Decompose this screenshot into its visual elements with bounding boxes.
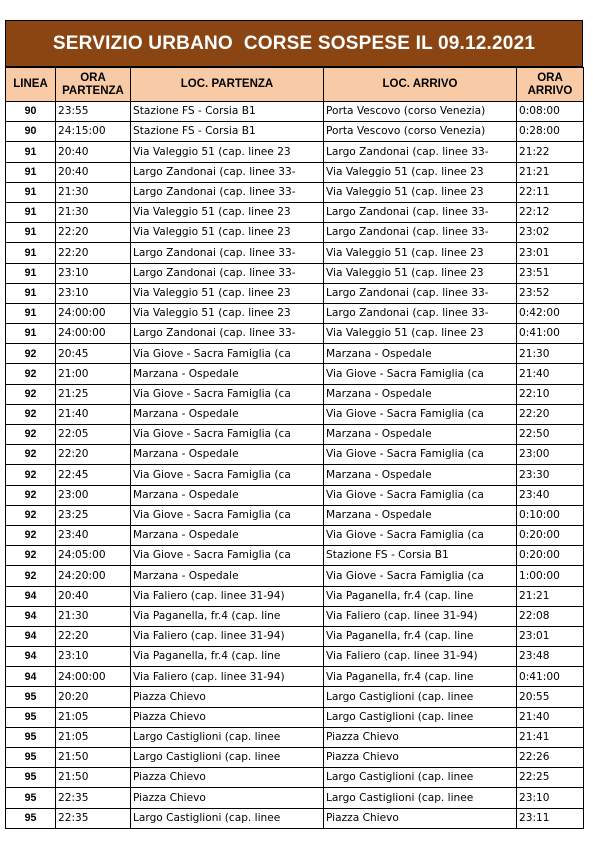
cell-ora-arrivo: 23:10 — [517, 788, 584, 808]
cell-loc-partenza: Stazione FS - Corsia B1 — [131, 102, 324, 122]
cell-ora-arrivo: 22:26 — [517, 748, 584, 768]
cell-ora-arrivo: 21:21 — [517, 162, 584, 182]
cell-linea: 91 — [6, 324, 56, 344]
table-row — [6, 626, 584, 646]
cell-linea: 91 — [6, 142, 56, 162]
cell-loc-arrivo: Marzana - Ospedale — [324, 425, 517, 445]
cell-ora-partenza: 24:00:00 — [56, 303, 131, 323]
cell-loc-partenza: Largo Zandonai (cap. linee 33- — [131, 182, 324, 202]
cell-ora-partenza: 20:40 — [56, 162, 131, 182]
cell-ora-partenza: 23:40 — [56, 525, 131, 545]
cell-linea: 91 — [6, 303, 56, 323]
cell-ora-arrivo: 0:41:00 — [517, 324, 584, 344]
cell-ora-arrivo: 0:20:00 — [517, 546, 584, 566]
cell-linea: 91 — [6, 202, 56, 222]
cell-ora-arrivo: 23:51 — [517, 263, 584, 283]
cell-ora-arrivo: 23:01 — [517, 243, 584, 263]
cell-ora-partenza: 21:30 — [56, 202, 131, 222]
cell-loc-partenza: Largo Castiglioni (cap. linee — [131, 727, 324, 747]
cell-linea: 94 — [6, 586, 56, 606]
table-row — [6, 283, 584, 303]
header-loc-arrivo: LOC. ARRIVO — [324, 68, 517, 102]
cell-loc-arrivo: Via Giove - Sacra Famiglia (ca — [324, 445, 517, 465]
table-header-row — [6, 68, 584, 102]
table-row — [6, 647, 584, 667]
cell-ora-arrivo: 22:50 — [517, 425, 584, 445]
cell-linea: 94 — [6, 606, 56, 626]
cell-linea: 90 — [6, 122, 56, 142]
schedule-sheet — [5, 20, 583, 829]
cell-linea: 95 — [6, 788, 56, 808]
cell-loc-arrivo: Largo Castiglioni (cap. linee — [324, 788, 517, 808]
cell-loc-partenza: Via Valeggio 51 (cap. linee 23 — [131, 202, 324, 222]
cell-ora-arrivo: 0:08:00 — [517, 102, 584, 122]
cell-ora-arrivo: 1:00:00 — [517, 566, 584, 586]
cell-ora-partenza: 21:05 — [56, 707, 131, 727]
cell-ora-partenza: 20:20 — [56, 687, 131, 707]
table-row — [6, 425, 584, 445]
cell-ora-arrivo: 21:40 — [517, 707, 584, 727]
cell-linea: 92 — [6, 546, 56, 566]
cell-loc-partenza: Marzana - Ospedale — [131, 566, 324, 586]
cell-ora-partenza: 24:20:00 — [56, 566, 131, 586]
cell-linea: 91 — [6, 283, 56, 303]
cell-ora-partenza: 22:35 — [56, 788, 131, 808]
cell-loc-partenza: Marzana - Ospedale — [131, 485, 324, 505]
cell-ora-partenza: 21:50 — [56, 748, 131, 768]
cell-loc-partenza: Piazza Chievo — [131, 788, 324, 808]
cell-linea: 92 — [6, 384, 56, 404]
table-row — [6, 162, 584, 182]
cell-loc-arrivo: Via Giove - Sacra Famiglia (ca — [324, 525, 517, 545]
table-row — [6, 727, 584, 747]
cell-ora-arrivo: 22:12 — [517, 202, 584, 222]
table-row — [6, 243, 584, 263]
cell-loc-partenza: Largo Zandonai (cap. linee 33- — [131, 324, 324, 344]
cell-loc-arrivo: Via Faliero (cap. linee 31-94) — [324, 647, 517, 667]
cell-ora-arrivo: 23:01 — [517, 626, 584, 646]
cell-ora-partenza: 24:05:00 — [56, 546, 131, 566]
table-row — [6, 384, 584, 404]
cell-loc-partenza: Via Paganella, fr.4 (cap. line — [131, 606, 324, 626]
cell-ora-partenza: 22:20 — [56, 445, 131, 465]
table-row — [6, 445, 584, 465]
cell-loc-arrivo: Marzana - Ospedale — [324, 344, 517, 364]
cell-loc-partenza: Largo Zandonai (cap. linee 33- — [131, 162, 324, 182]
cell-ora-partenza: 21:40 — [56, 404, 131, 424]
table-row — [6, 465, 584, 485]
cell-loc-arrivo: Via Valeggio 51 (cap. linee 23 — [324, 162, 517, 182]
table-row — [6, 263, 584, 283]
cell-linea: 91 — [6, 223, 56, 243]
cell-loc-partenza: Marzana - Ospedale — [131, 364, 324, 384]
cell-ora-arrivo: 0:42:00 — [517, 303, 584, 323]
page-title: SERVIZIO URBANO CORSE SOSPESE IL 09.12.2021 — [5, 20, 583, 67]
cell-loc-arrivo: Largo Zandonai (cap. linee 33- — [324, 223, 517, 243]
cell-loc-partenza: Via Giove - Sacra Famiglia (ca — [131, 546, 324, 566]
cell-loc-arrivo: Marzana - Ospedale — [324, 384, 517, 404]
cell-linea: 90 — [6, 102, 56, 122]
table-row — [6, 586, 584, 606]
cell-ora-partenza: 22:20 — [56, 223, 131, 243]
cell-ora-partenza: 21:25 — [56, 384, 131, 404]
cell-ora-partenza: 23:10 — [56, 647, 131, 667]
cell-ora-partenza: 23:00 — [56, 485, 131, 505]
cell-ora-arrivo: 21:41 — [517, 727, 584, 747]
cell-linea: 95 — [6, 727, 56, 747]
cell-ora-arrivo: 21:22 — [517, 142, 584, 162]
header-ora-partenza: ORA PARTENZA — [56, 68, 131, 102]
cell-loc-partenza: Via Valeggio 51 (cap. linee 23 — [131, 283, 324, 303]
cell-linea: 94 — [6, 626, 56, 646]
table-row — [6, 566, 584, 586]
cell-ora-arrivo: 0:20:00 — [517, 525, 584, 545]
cell-ora-partenza: 22:35 — [56, 808, 131, 828]
cell-loc-partenza: Largo Zandonai (cap. linee 33- — [131, 263, 324, 283]
cell-ora-partenza: 21:50 — [56, 768, 131, 788]
cell-linea: 92 — [6, 525, 56, 545]
cell-loc-arrivo: Via Valeggio 51 (cap. linee 23 — [324, 324, 517, 344]
cell-loc-arrivo: Piazza Chievo — [324, 808, 517, 828]
cell-linea: 94 — [6, 667, 56, 687]
cell-ora-partenza: 24:00:00 — [56, 667, 131, 687]
cell-loc-arrivo: Largo Zandonai (cap. linee 33- — [324, 303, 517, 323]
cell-linea: 91 — [6, 162, 56, 182]
cell-linea: 92 — [6, 465, 56, 485]
table-body — [6, 102, 584, 829]
cell-ora-partenza: 23:10 — [56, 263, 131, 283]
cell-ora-partenza: 24:15:00 — [56, 122, 131, 142]
cell-ora-partenza: 21:30 — [56, 606, 131, 626]
cell-linea: 92 — [6, 445, 56, 465]
table-row — [6, 768, 584, 788]
cell-loc-partenza: Via Paganella, fr.4 (cap. line — [131, 647, 324, 667]
table-row — [6, 707, 584, 727]
table-row — [6, 687, 584, 707]
cell-linea: 95 — [6, 768, 56, 788]
cell-ora-partenza: 22:20 — [56, 243, 131, 263]
cell-ora-arrivo: 21:21 — [517, 586, 584, 606]
cell-linea: 92 — [6, 485, 56, 505]
cell-loc-arrivo: Via Valeggio 51 (cap. linee 23 — [324, 182, 517, 202]
table-row — [6, 404, 584, 424]
table-row — [6, 142, 584, 162]
cell-ora-arrivo: 0:10:00 — [517, 505, 584, 525]
cell-ora-arrivo: 22:25 — [517, 768, 584, 788]
cell-linea: 92 — [6, 344, 56, 364]
cell-ora-partenza: 20:40 — [56, 142, 131, 162]
cell-loc-arrivo: Via Giove - Sacra Famiglia (ca — [324, 566, 517, 586]
cell-loc-partenza: Via Giove - Sacra Famiglia (ca — [131, 465, 324, 485]
table-row — [6, 788, 584, 808]
cell-loc-partenza: Via Faliero (cap. linee 31-94) — [131, 667, 324, 687]
cell-loc-partenza: Via Valeggio 51 (cap. linee 23 — [131, 223, 324, 243]
cell-ora-arrivo: 22:08 — [517, 606, 584, 626]
table-row — [6, 303, 584, 323]
cell-loc-partenza: Via Valeggio 51 (cap. linee 23 — [131, 142, 324, 162]
cell-loc-partenza: Via Giove - Sacra Famiglia (ca — [131, 505, 324, 525]
cell-loc-arrivo: Largo Castiglioni (cap. linee — [324, 707, 517, 727]
table-row — [6, 122, 584, 142]
cell-loc-partenza: Via Giove - Sacra Famiglia (ca — [131, 384, 324, 404]
cell-ora-arrivo: 0:41:00 — [517, 667, 584, 687]
cell-linea: 94 — [6, 647, 56, 667]
table-row — [6, 748, 584, 768]
cell-loc-partenza: Piazza Chievo — [131, 707, 324, 727]
header-loc-partenza: LOC. PARTENZA — [131, 68, 324, 102]
cell-loc-arrivo: Largo Zandonai (cap. linee 33- — [324, 283, 517, 303]
cell-ora-partenza: 20:40 — [56, 586, 131, 606]
cell-linea: 95 — [6, 748, 56, 768]
cell-linea: 92 — [6, 425, 56, 445]
table-row — [6, 667, 584, 687]
cell-ora-partenza: 24:00:00 — [56, 324, 131, 344]
table-row — [6, 525, 584, 545]
cell-linea: 92 — [6, 404, 56, 424]
cell-linea: 92 — [6, 566, 56, 586]
cell-linea: 91 — [6, 263, 56, 283]
cell-ora-partenza: 21:30 — [56, 182, 131, 202]
cell-linea: 91 — [6, 243, 56, 263]
cell-ora-partenza: 21:00 — [56, 364, 131, 384]
cell-ora-arrivo: 22:20 — [517, 404, 584, 424]
cell-loc-arrivo: Largo Castiglioni (cap. linee — [324, 768, 517, 788]
table-row — [6, 102, 584, 122]
cell-linea: 95 — [6, 687, 56, 707]
table-row — [6, 324, 584, 344]
cell-ora-partenza: 23:25 — [56, 505, 131, 525]
cell-loc-arrivo: Via Valeggio 51 (cap. linee 23 — [324, 263, 517, 283]
cell-loc-arrivo: Piazza Chievo — [324, 727, 517, 747]
cell-loc-arrivo: Largo Zandonai (cap. linee 33- — [324, 202, 517, 222]
header-linea: LINEA — [6, 68, 56, 102]
cell-ora-partenza: 22:05 — [56, 425, 131, 445]
cell-loc-arrivo: Piazza Chievo — [324, 748, 517, 768]
cell-loc-arrivo: Marzana - Ospedale — [324, 505, 517, 525]
cell-ora-arrivo: 0:28:00 — [517, 122, 584, 142]
cell-loc-partenza: Marzana - Ospedale — [131, 525, 324, 545]
cell-loc-arrivo: Porta Vescovo (corso Venezia) — [324, 122, 517, 142]
cell-linea: 95 — [6, 808, 56, 828]
cell-linea: 92 — [6, 505, 56, 525]
cell-ora-arrivo: 20:55 — [517, 687, 584, 707]
cell-loc-partenza: Largo Castiglioni (cap. linee — [131, 748, 324, 768]
cell-loc-arrivo: Largo Zandonai (cap. linee 33- — [324, 142, 517, 162]
cell-ora-arrivo: 21:40 — [517, 364, 584, 384]
cell-loc-arrivo: Largo Castiglioni (cap. linee — [324, 687, 517, 707]
cell-loc-partenza: Stazione FS - Corsia B1 — [131, 122, 324, 142]
cell-ora-arrivo: 23:30 — [517, 465, 584, 485]
cell-loc-partenza: Via Giove - Sacra Famiglia (ca — [131, 344, 324, 364]
cell-ora-arrivo: 23:00 — [517, 445, 584, 465]
cell-linea: 92 — [6, 364, 56, 384]
table-row — [6, 202, 584, 222]
cell-loc-partenza: Via Faliero (cap. linee 31-94) — [131, 586, 324, 606]
table-row — [6, 182, 584, 202]
cell-loc-partenza: Marzana - Ospedale — [131, 445, 324, 465]
cell-loc-arrivo: Via Valeggio 51 (cap. linee 23 — [324, 243, 517, 263]
cell-ora-partenza: 20:45 — [56, 344, 131, 364]
cell-ora-partenza: 22:45 — [56, 465, 131, 485]
cell-loc-arrivo: Via Giove - Sacra Famiglia (ca — [324, 485, 517, 505]
cell-loc-partenza: Largo Castiglioni (cap. linee — [131, 808, 324, 828]
cell-linea: 95 — [6, 707, 56, 727]
cell-ora-arrivo: 23:48 — [517, 647, 584, 667]
cell-ora-arrivo: 23:02 — [517, 223, 584, 243]
cell-ora-arrivo: 22:11 — [517, 182, 584, 202]
cell-ora-arrivo: 23:52 — [517, 283, 584, 303]
cell-loc-arrivo: Via Paganella, fr.4 (cap. line — [324, 667, 517, 687]
table-row — [6, 808, 584, 828]
cell-linea: 91 — [6, 182, 56, 202]
cell-loc-partenza: Via Faliero (cap. linee 31-94) — [131, 626, 324, 646]
header-ora-arrivo: ORA ARRIVO — [517, 68, 584, 102]
cell-loc-partenza: Via Valeggio 51 (cap. linee 23 — [131, 303, 324, 323]
cell-ora-arrivo: 21:30 — [517, 344, 584, 364]
cell-ora-arrivo: 22:10 — [517, 384, 584, 404]
cell-loc-partenza: Piazza Chievo — [131, 768, 324, 788]
cell-loc-partenza: Largo Zandonai (cap. linee 33- — [131, 243, 324, 263]
cell-loc-arrivo: Stazione FS - Corsia B1 — [324, 546, 517, 566]
table-row — [6, 485, 584, 505]
cell-loc-arrivo: Porta Vescovo (corso Venezia) — [324, 102, 517, 122]
cell-ora-partenza: 21:05 — [56, 727, 131, 747]
cell-loc-arrivo: Via Paganella, fr.4 (cap. line — [324, 586, 517, 606]
cell-loc-arrivo: Via Paganella, fr.4 (cap. line — [324, 626, 517, 646]
cell-loc-arrivo: Via Giove - Sacra Famiglia (ca — [324, 364, 517, 384]
cell-ora-partenza: 23:10 — [56, 283, 131, 303]
table-row — [6, 606, 584, 626]
suspended-runs-table — [5, 67, 584, 829]
table-row — [6, 505, 584, 525]
cell-loc-partenza: Marzana - Ospedale — [131, 404, 324, 424]
cell-loc-arrivo: Via Faliero (cap. linee 31-94) — [324, 606, 517, 626]
cell-ora-arrivo: 23:11 — [517, 808, 584, 828]
cell-ora-partenza: 23:55 — [56, 102, 131, 122]
table-row — [6, 546, 584, 566]
table-row — [6, 223, 584, 243]
cell-loc-arrivo: Marzana - Ospedale — [324, 465, 517, 485]
cell-ora-arrivo: 23:40 — [517, 485, 584, 505]
cell-ora-partenza: 22:20 — [56, 626, 131, 646]
cell-loc-partenza: Piazza Chievo — [131, 687, 324, 707]
cell-loc-partenza: Via Giove - Sacra Famiglia (ca — [131, 425, 324, 445]
table-row — [6, 344, 584, 364]
table-row — [6, 364, 584, 384]
cell-loc-arrivo: Via Giove - Sacra Famiglia (ca — [324, 404, 517, 424]
